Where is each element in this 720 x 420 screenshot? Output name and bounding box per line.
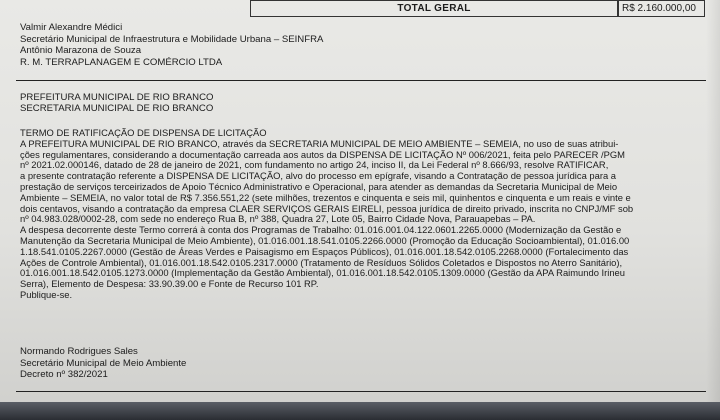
total-row: [0, 0, 720, 18]
total-value: R$ 2.160.000,00: [618, 0, 705, 17]
bottom-shadow-strip: [0, 402, 720, 420]
act-text-line: Ações de Controle Ambiental), 01.016.001.18.542.0105.2317.0000 (Tratamento de Resíduos Sólidos Coletados e Dispostos no Aterro Sanitário),: [20, 257, 623, 268]
organization-line: PREFEITURA MUNICIPAL DE RIO BRANCO: [20, 92, 214, 103]
act-text-line: a presente contratação referente a DISPENSA DE LICITAÇÃO, alvo do processo em epígrafe, visando a Contratação de pessoa jurídica para a: [20, 171, 616, 182]
act-text-line: nº 2021.02.000146, datado de 28 de janeiro de 2021, com fundamento no artigo 24, inciso II, da Lei Federal nº 8.666/93, resolve RATIFICAR,: [20, 160, 609, 171]
signatory-title: Secretário Municipal de Infraestrutura e Mobilidade Urbana – SEINFRA: [20, 33, 324, 45]
bottom-divider: [16, 391, 706, 392]
act-text-line: 01.016.001.18.542.0105.1273.0000 (Implementação da Gestão Ambiental), 01.016.001.18.542.0105.1309.0000 (Gestão da APA Raimundo Irineu: [20, 268, 625, 279]
section-divider: [16, 80, 706, 81]
page-edge-shadow: [706, 0, 720, 420]
act-text-line: prestação de serviços terceirizados de Apoio Técnico Administrativo e Operacional, para atender as demandas da Secretaria Municipal de Meio: [20, 181, 618, 192]
act-text-line: A despesa decorrente deste Termo correrá à conta dos Programas de Trabalho: 01.016.001.04.122.0601.2265.0000 (Modernização da Gestão e: [20, 225, 622, 236]
act-text-line: Serra), Elemento de Despesa: 33.90.39.00 e Fonte de Recurso 101 RP.: [20, 279, 319, 290]
act-text-line: Ambiente – SEMEIA, no valor total de R$ 7.356.551,22 (sete milhões, trezentos e cinquenta e seis mil, quinhentos e cinquenta e um reais e vinte e: [20, 192, 631, 203]
act-text-line: 1.18.541.0105.2267.0000 (Gestão de Áreas Verdes e Paisagismo em Espaços Públicos), 01.016.001.18.542.0105.2268.0000 (Fortalecimento das: [20, 246, 629, 257]
act-text-line: dois centavos, visando a contratação da empresa CLAER SERVIÇOS GERAIS EIRELI, pessoa jurídica de direito privado, inscrita no CNPJ/MF sob: [20, 203, 634, 214]
act-publish-line: Publique-se.: [20, 289, 73, 300]
signer-name: Normando Rodrigues Sales: [20, 346, 138, 357]
contractor-company: R. M. TERRAPLANAGEM E COMÉRCIO LTDA: [20, 56, 223, 68]
signatory-name: Valmir Alexandre Médici: [20, 22, 123, 33]
signer-title: Secretário Municipal de Meio Ambiente: [20, 357, 187, 369]
act-text-line: nº 04.983.028/0002-28, com sede no endereço Rua B, nº 388, Quadra 27, Lote 05, Bairro Cidade Nova, Parauapebas – PA.: [20, 214, 536, 225]
act-text-line: Manutenção da Secretaria Municipal de Meio Ambiente), 01.016.001.18.541.0105.2266.0000 (Promoção da Educação Socioambiental), 01.016.00: [20, 235, 630, 246]
signer-decree: Decreto nº 382/2021: [20, 369, 108, 381]
total-label: TOTAL GERAL: [250, 0, 618, 17]
department-line: SECRETARIA MUNICIPAL DE RIO BRANCO: [20, 103, 214, 115]
signature-block: [20, 22, 323, 68]
act-text-line: A PREFEITURA MUNICIPAL DE RIO BRANCO, através da SECRETARIA MUNICIPAL DE MEIO AMBIENTE – SEMEIA, no uso de suas atribui-: [20, 138, 619, 149]
act-title: TERMO DE RATIFICAÇÃO DE DISPENSA DE LICITAÇÃO: [20, 128, 267, 138]
ratification-act: [20, 128, 706, 301]
contractor-representative: Antônio Marazona de Souza: [20, 45, 142, 57]
act-text-line: ções regulamentares, considerando a documentação carreada aos autos da DISPENSA DE LICITAÇÃO Nº 006/2021, feita pelo PARECER /PGM: [20, 149, 625, 160]
organization-header: [20, 92, 214, 114]
signer-block: [20, 346, 186, 381]
